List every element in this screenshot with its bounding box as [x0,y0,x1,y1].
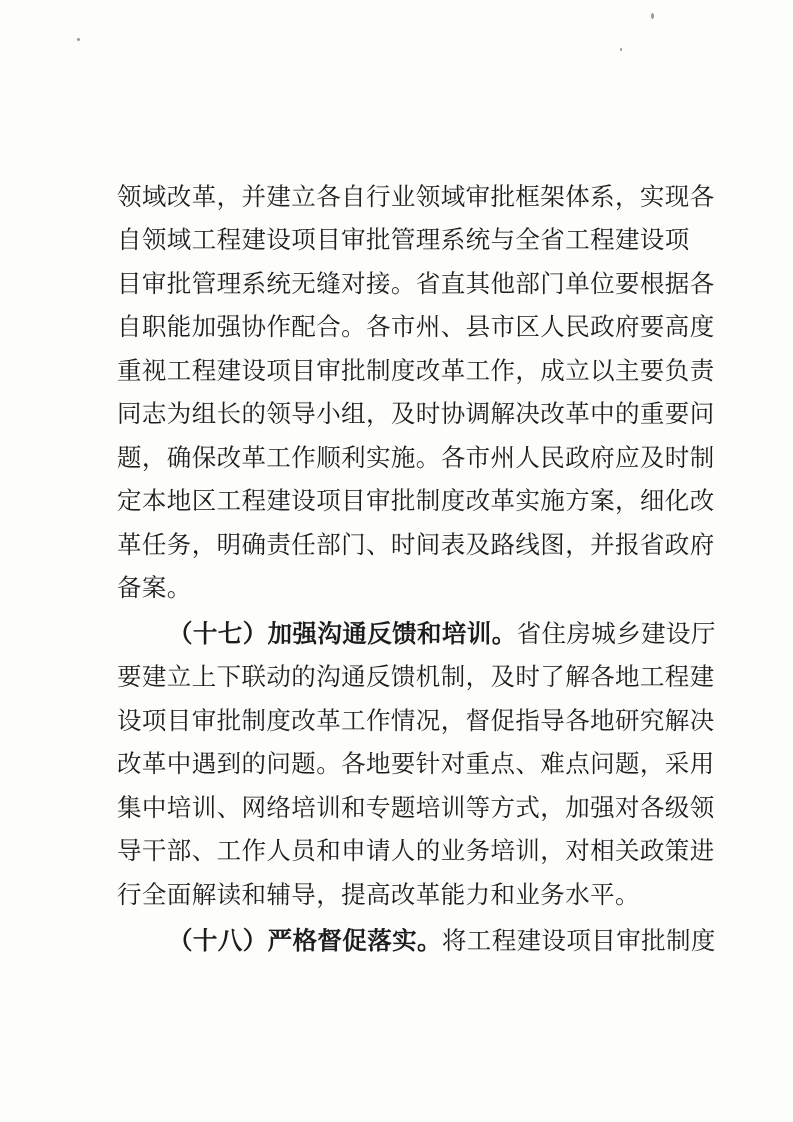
section-18-heading: （十八）严格督促落实。 [168,926,442,955]
paragraph-line: 设项目审批制度改革工作情况，督促指导各地研究解决 [117,706,715,735]
paragraph-line: 同志为组长的领导小组，及时协调解决改革中的重要问 [117,399,715,428]
paragraph-line: 重视工程建设项目审批制度改革工作，成立以主要负责 [117,356,715,385]
scan-speck [620,48,622,51]
paragraph-line: 题，确保改革工作顺利实施。各市州人民政府应及时制 [117,443,715,472]
paragraph-line: 集中培训、网络培训和专题培训等方式，加强对各级领 [117,793,715,822]
paragraph-line: 定本地区工程建设项目审批制度改革实施方案，细化改 [117,486,715,515]
section-18-first-line [168,920,716,962]
paragraph-line: 目审批管理系统无缝对接。省直其他部门单位要根据各 [117,269,715,298]
section-17-first-line-text: 省住房城乡建设厅 [516,619,716,648]
scan-speck [651,13,654,19]
section-17-heading: （十七）加强沟通反馈和培训。 [168,619,517,648]
section-17-first-line [168,613,716,655]
paragraph-line: 行全面解读和辅导，提高改革能力和业务水平。 [117,880,640,909]
paragraph-line: 革任务，明确责任部门、时间表及路线图，并报省政府 [117,530,715,559]
section-18-first-line-text: 将工程建设项目审批制度 [441,926,716,955]
paragraph-line: 自职能加强协作配合。各市州、县市区人民政府要高度 [117,312,715,341]
paragraph-line: 导干部、工作人员和申请人的业务培训，对相关政策进 [117,836,715,865]
paragraph-line: 领域改革，并建立各自行业领域审批框架体系，实现各 [117,182,715,211]
paragraph-line: 改革中遇到的问题。各地要针对重点、难点问题，采用 [117,749,715,778]
scan-speck [77,38,80,41]
paragraph-line: 要建立上下联动的沟通反馈机制，及时了解各地工程建 [117,662,715,691]
paragraph-line: 自领域工程建设项目审批管理系统与全省工程建设项 [117,225,690,254]
paragraph-line: 备案。 [117,573,192,602]
